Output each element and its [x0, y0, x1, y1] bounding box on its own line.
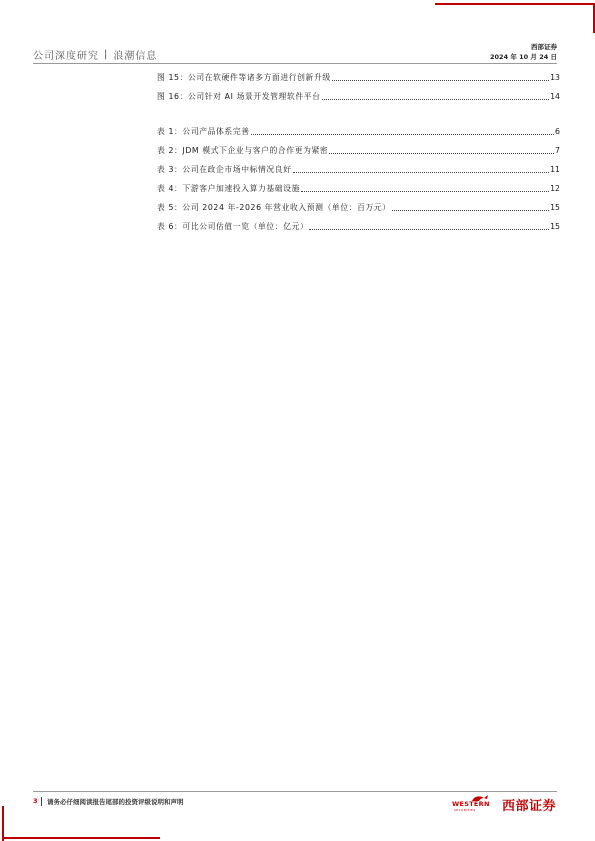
toc-entry-page: 6 [555, 127, 560, 136]
toc-entry-label: 表 3：公司在政企市场中标情况良好 [157, 165, 292, 174]
toc-dot-leader [301, 191, 549, 192]
toc-figure-15[interactable] [157, 71, 560, 83]
toc-table-6[interactable] [157, 220, 560, 232]
toc-entry-page: 15 [550, 203, 560, 212]
toc-entry-page: 15 [550, 222, 560, 231]
toc-table-1[interactable] [157, 125, 560, 137]
corner-accent-top-horizontal [435, 3, 595, 5]
toc-dot-leader [332, 80, 549, 81]
corner-accent-bottom-vertical [2, 806, 4, 841]
toc-dot-leader [329, 153, 554, 154]
report-header [33, 47, 157, 62]
toc-table-5[interactable] [157, 201, 560, 213]
toc-entry-label: 图 15：公司在软硬件等诸多方面进行创新升级 [157, 73, 331, 82]
toc-table-2[interactable] [157, 144, 560, 156]
header-date: 2024 年 10 月 24 日 [490, 53, 557, 61]
header-company: 西部证券 [531, 43, 557, 51]
toc-entry-label: 表 6：可比公司估值一览（单位：亿元） [157, 222, 309, 231]
toc-entry-page: 13 [550, 73, 560, 82]
toc-entry-label: 图 16：公司针对 AI 场景开发管理软件平台 [157, 92, 321, 101]
logo-chinese-name: 西部证券 [502, 799, 557, 814]
western-securities-logo [450, 792, 560, 816]
toc-dot-leader [322, 99, 550, 100]
corner-accent-bottom-horizontal [2, 837, 160, 839]
toc-entry-page: 7 [555, 146, 560, 155]
toc-entry-label: 表 4：下游客户加速投入算力基础设施 [157, 184, 300, 193]
footer-disclaimer: 请务必仔细阅读报告尾部的投资评级说明和声明 [47, 798, 184, 806]
toc-table-4[interactable] [157, 182, 560, 194]
toc-figure-16[interactable] [157, 90, 560, 102]
toc-dot-leader [309, 229, 549, 230]
toc-entry-label: 表 1：公司产品体系完善 [157, 127, 250, 136]
toc-entry-page: 11 [550, 165, 560, 174]
header-rule [33, 63, 557, 64]
toc-dot-leader [251, 134, 554, 135]
logo-sub-text: SECURITIES [454, 808, 476, 812]
toc-dot-leader [293, 172, 549, 173]
toc-entry-page: 12 [550, 184, 560, 193]
toc-table-3[interactable] [157, 163, 560, 175]
logo-english-name: WESTERN [452, 800, 490, 808]
page-number: 3 [33, 797, 38, 805]
toc-dot-leader [392, 210, 549, 211]
toc-entry-page: 14 [550, 92, 560, 101]
toc-entry-label: 表 5：公司 2024 年-2026 年营业收入预测（单位：百万元） [157, 203, 391, 212]
report-type: 公司深度研究 [33, 51, 99, 62]
report-topic: 浪潮信息 [113, 51, 158, 62]
header-separator: | [104, 49, 109, 60]
toc-entry-label: 表 2：JDM 模式下企业与客户的合作更为紧密 [157, 146, 329, 155]
footer-separator-bar [41, 797, 42, 806]
